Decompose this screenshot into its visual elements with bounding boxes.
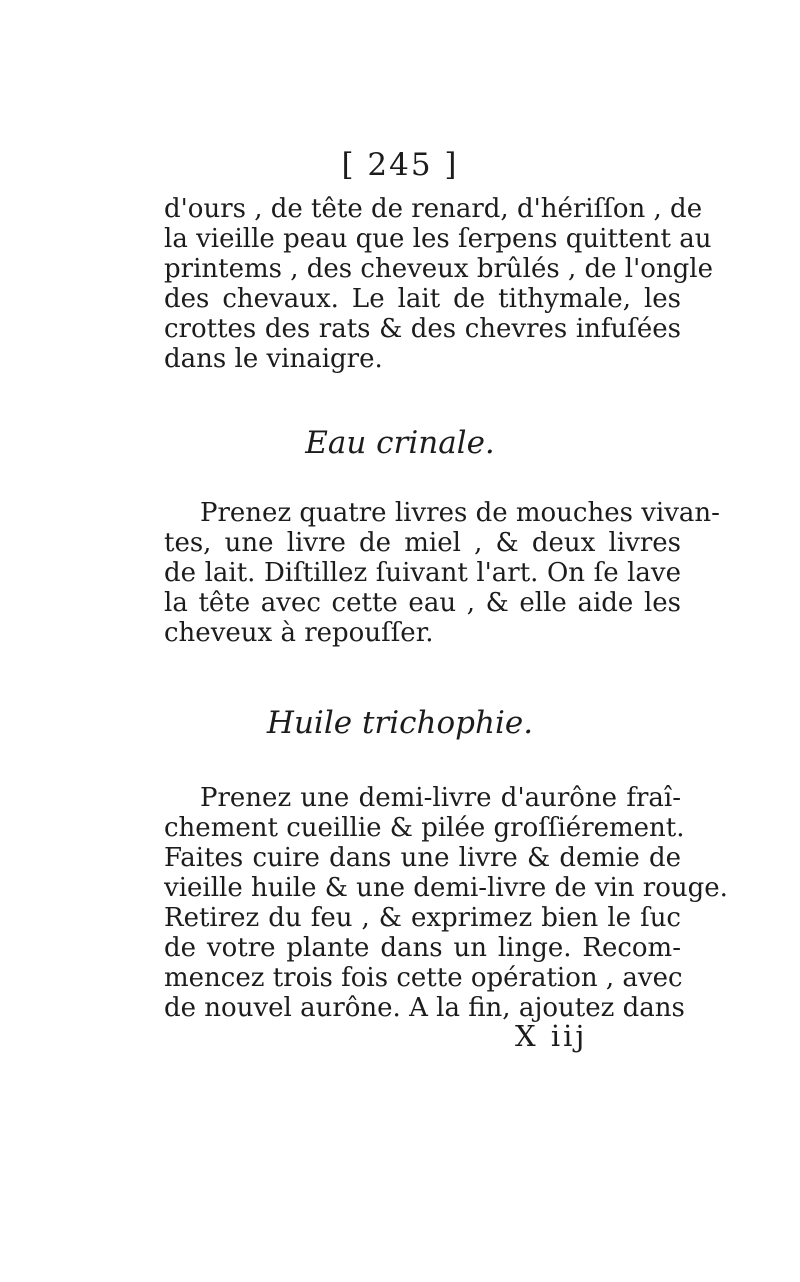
- text-line: la vieille peau que les ſerpens quittent au: [164, 224, 712, 254]
- text-line: des chevaux. Le lait de tithymale, les: [164, 284, 681, 314]
- paragraph-huile-trichophie: [164, 783, 728, 1023]
- text-line: Prenez quatre livres de mouches vivan-: [200, 498, 720, 528]
- text-line: crottes des rats & des chevres infuſées: [164, 314, 681, 344]
- text-line: de votre plante dans un linge. Recom-: [164, 933, 681, 963]
- text-line: d'ours , de tête de renard, d'hériſſon , de: [164, 194, 703, 224]
- signature-mark: X iij: [515, 1019, 588, 1053]
- text-line: dans le vinaigre.: [164, 344, 383, 374]
- text-line: de lait. Diſtillez ſuivant l'art. On ſe lave: [164, 558, 681, 588]
- paragraph-continuation: [164, 194, 713, 374]
- text-line: cheveux à repouſſer.: [164, 618, 434, 648]
- text-line: mencez trois fois cette opération , avec: [164, 963, 683, 993]
- section-heading: Huile trichophie.: [266, 705, 534, 741]
- text-line: Prenez une demi-livre d'aurône fraî-: [200, 783, 681, 813]
- text-line: vieille huile & une demi-livre de vin rouge.: [164, 873, 728, 903]
- text-line: chement cueillie & pilée groſſiérement.: [164, 813, 685, 843]
- text-line: Retirez du feu , & exprimez bien le ſuc: [164, 903, 681, 933]
- text-line: de nouvel aurône. A la fin, ajoutez dans: [164, 993, 685, 1023]
- text-line: la tête avec cette eau , & elle aide les: [164, 588, 681, 618]
- text-line: Faites cuire dans une livre & demie de: [164, 843, 681, 873]
- paragraph-eau-crinale: [164, 498, 720, 648]
- section-heading: Eau crinale.: [305, 425, 495, 461]
- page-number: [ 245 ]: [341, 147, 459, 183]
- text-line: tes, une livre de miel , & deux livres: [164, 528, 681, 558]
- text-line: printems , des cheveux brûlés , de l'ongle: [164, 254, 713, 284]
